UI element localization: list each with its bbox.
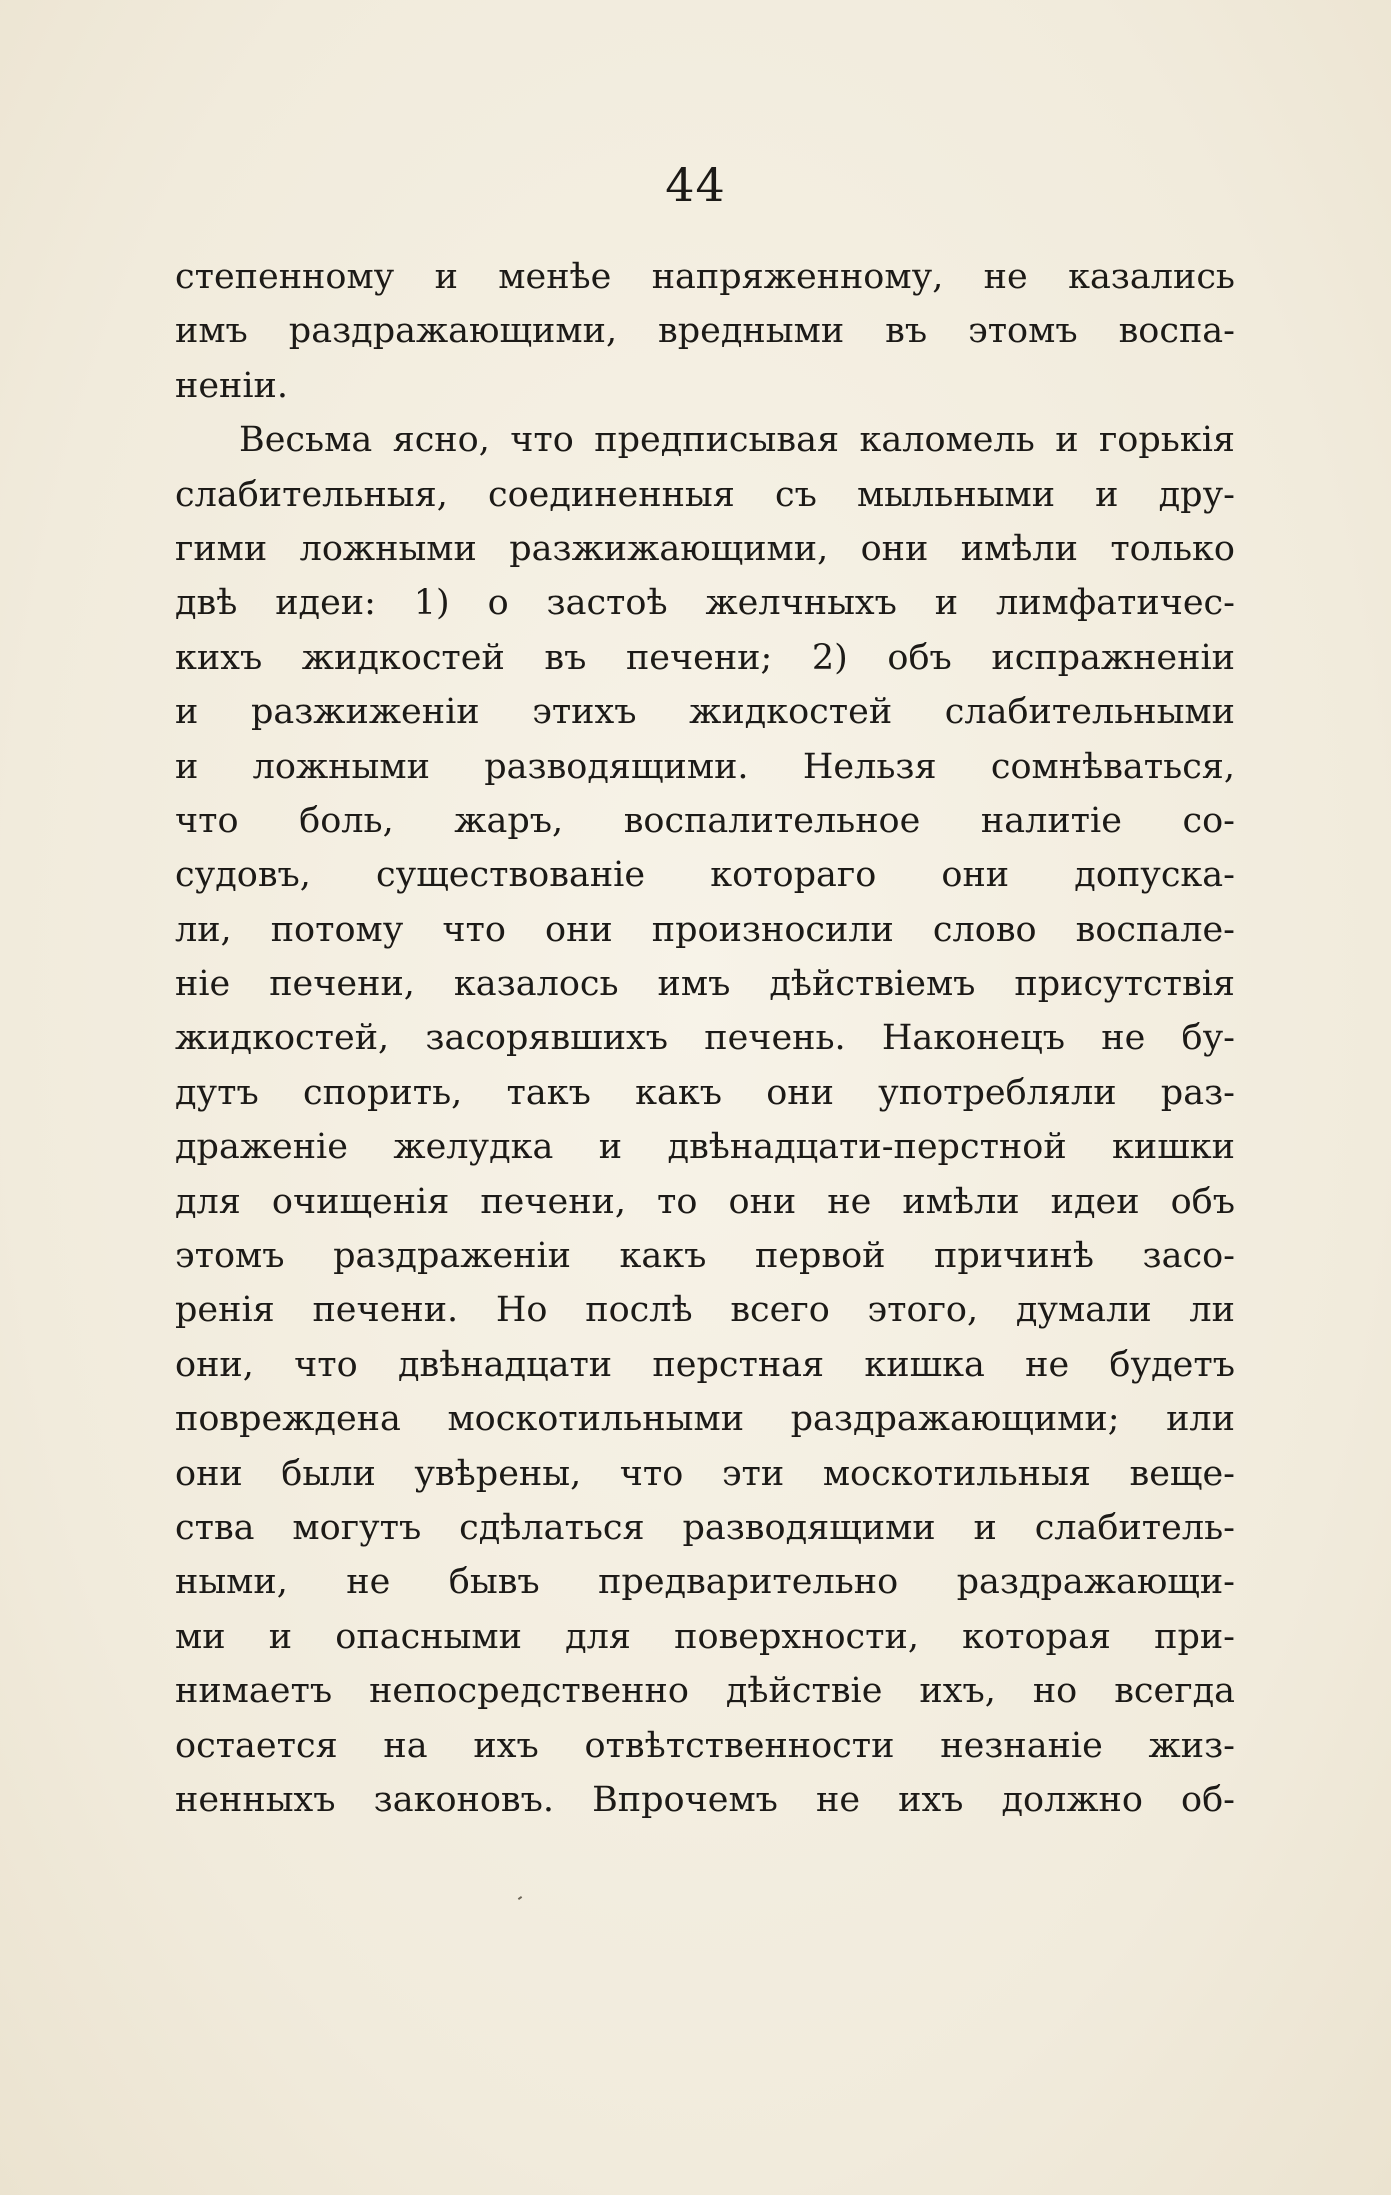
text-line: нимаетъ непосредственно дѣйствіе ихъ, но всегда bbox=[175, 1671, 1235, 1712]
text-line: неніи. bbox=[175, 365, 289, 406]
text-line: для очищенія печени, то они не имѣли идеи объ bbox=[175, 1181, 1235, 1222]
text-line: они были увѣрены, что эти москотильныя веще- bbox=[175, 1453, 1235, 1494]
text-line: ли, потому что они произносили слово воспале- bbox=[175, 909, 1235, 950]
text-line: дутъ спорить, такъ какъ они употребляли раз- bbox=[175, 1072, 1235, 1113]
text-line: и ложными разводящими. Нельзя сомнѣваться, bbox=[175, 746, 1235, 787]
text-line: двѣ идеи: 1) о застоѣ желчныхъ и лимфатичес- bbox=[175, 583, 1235, 624]
text-line: ными, не бывъ предварительно раздражающи- bbox=[175, 1562, 1235, 1603]
body-text bbox=[175, 250, 1235, 1827]
text-line: они, что двѣнадцати перстная кишка не будетъ bbox=[175, 1344, 1235, 1385]
text-line: ніе печени, казалось имъ дѣйствіемъ присутствія bbox=[175, 964, 1235, 1005]
text-line: ства могутъ сдѣлаться разводящими и слабитель- bbox=[175, 1507, 1235, 1548]
text-line: остается на ихъ отвѣтственности незнаніе жиз- bbox=[175, 1725, 1235, 1766]
text-line: повреждена москотильными раздражающими; или bbox=[175, 1399, 1235, 1440]
text-line: слабительныя, соединенныя съ мыльными и дру- bbox=[175, 474, 1235, 515]
text-line: имъ раздражающими, вредными въ этомъ воспа- bbox=[175, 311, 1235, 352]
text-line: ми и опасными для поверхности, которая при- bbox=[175, 1616, 1235, 1657]
page-number: 44 bbox=[665, 158, 726, 212]
text-line: ренія печени. Но послѣ всего этого, думали ли bbox=[175, 1290, 1235, 1331]
text-line: этомъ раздраженіи какъ первой причинѣ засо- bbox=[175, 1236, 1235, 1277]
text-line: судовъ, существованіе котораго они допуска- bbox=[175, 855, 1235, 896]
text-line: жидкостей, засорявшихъ печень. Наконецъ не бу- bbox=[175, 1018, 1235, 1059]
text-line: кихъ жидкостей въ печени; 2) объ испражненіи bbox=[175, 637, 1235, 678]
ink-speck bbox=[518, 1896, 522, 1900]
text-line: гими ложными разжижающими, они имѣли только bbox=[175, 528, 1235, 569]
text-line: что боль, жаръ, воспалительное налитіе со- bbox=[175, 800, 1235, 841]
paragraph-start-line: Весьма ясно, что предписывая каломель и горькія bbox=[239, 420, 1235, 461]
text-line: драженіе желудка и двѣнадцати-перстной кишки bbox=[175, 1127, 1235, 1168]
text-line: степенному и менѣе напряженному, не казались bbox=[175, 257, 1235, 297]
text-line: ненныхъ законовъ. Впрочемъ не ихъ должно об- bbox=[175, 1779, 1235, 1820]
text-line: и разжиженіи этихъ жидкостей слабительными bbox=[175, 692, 1235, 733]
